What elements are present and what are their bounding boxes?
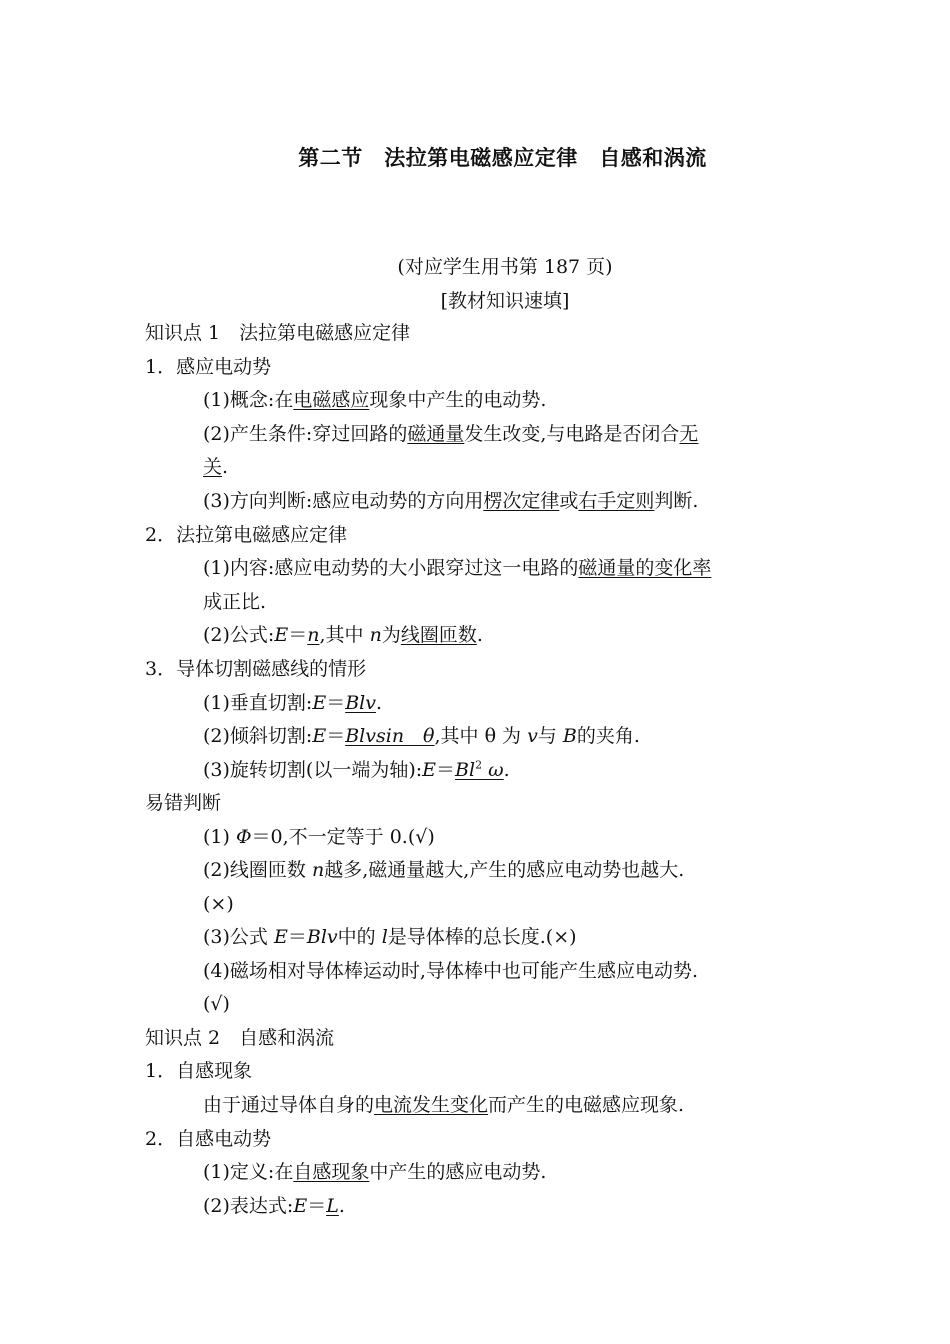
text: (3)公式 [203, 926, 274, 948]
page-title: 第二节 法拉第电磁感应定律 自感和涡流 [298, 145, 707, 170]
fill-blank: Blvsin θ [345, 725, 435, 747]
text: (2)倾斜切割: [203, 725, 313, 747]
kp1-s1-item3 [203, 488, 698, 514]
kp2-s2-item2 [203, 1193, 345, 1219]
section-label: [教材知识速填] [440, 290, 570, 312]
text: (2)表达式: [203, 1195, 294, 1217]
judge-item4-mark: (√) [203, 993, 230, 1015]
kp1-s2-heading: 2．法拉第电磁感应定律 [145, 524, 348, 546]
text: ＝ [288, 624, 308, 646]
fill-blank: 磁通量 [407, 423, 465, 445]
var: Bl [455, 759, 476, 781]
text: ＝0,不一定等于 0.(√) [251, 826, 435, 848]
text: (1)定义:在 [203, 1161, 294, 1183]
text: (3)旋转切割(以一端为轴): [203, 759, 423, 781]
var: Φ [235, 826, 252, 848]
fill-blank [455, 759, 504, 781]
text: . [503, 759, 510, 781]
judge-item3 [203, 924, 577, 950]
kp2-s2-heading: 2．自感电动势 [145, 1128, 272, 1150]
text: 发生改变,与电路是否闭合 [464, 423, 680, 445]
text: ＝ [436, 759, 456, 781]
var: E [312, 692, 327, 714]
text: 而产生的电磁感应现象. [488, 1094, 685, 1116]
text: 越多,磁通量越大,产生的感应电动势也越大. [324, 859, 685, 881]
var: n [369, 624, 382, 646]
fill-blank: L [326, 1195, 339, 1217]
text: 判断. [654, 490, 699, 512]
text: ,其中 [319, 624, 370, 646]
text: 是导体棒的总长度.(×) [387, 926, 577, 948]
fill-blank: n [307, 624, 320, 646]
var: ω [482, 759, 504, 781]
kp1-s1-item1 [203, 387, 546, 413]
text: (2)线圈匝数 [203, 859, 312, 881]
text: 为 [381, 624, 401, 646]
text: (2)产生条件:穿过回路的 [203, 423, 408, 445]
fill-blank: 电流发生变化 [374, 1094, 489, 1116]
text: 中的 [337, 926, 382, 948]
var: E [274, 624, 289, 646]
text: ＝ [326, 692, 346, 714]
text: 或 [559, 490, 579, 512]
text: 的夹角. [576, 725, 640, 747]
kp1-s3-item2 [203, 723, 640, 749]
kp1-s3-heading: 3．导体切割磁感线的情形 [145, 658, 367, 680]
kp2-heading: 知识点 2 自感和涡流 [145, 1027, 335, 1049]
judge-item1 [203, 824, 435, 850]
text: . [376, 692, 383, 714]
fill-blank: 线圈匝数 [400, 624, 477, 646]
kp1-s1-item2-cont [203, 454, 228, 480]
kp2-s2-item1 [203, 1159, 546, 1185]
kp1-s3-item3 [203, 757, 510, 783]
var: v [527, 725, 538, 747]
kp1-s3-item1 [203, 690, 382, 716]
text: ＝ [307, 1195, 327, 1217]
text: ＝ [287, 926, 307, 948]
text: 现象中产生的电动势. [369, 389, 547, 411]
judge-heading: 易错判断 [145, 792, 222, 814]
kp1-heading: 知识点 1 法拉第电磁感应定律 [145, 322, 411, 344]
var: E [273, 926, 288, 948]
text: . [222, 456, 229, 478]
kp1-s1-item2 [203, 421, 698, 447]
fill-blank: 楞次定律 [483, 490, 560, 512]
kp1-s1-heading: 1．感应电动势 [145, 356, 272, 378]
text: (2)公式: [203, 624, 275, 646]
text: (1)内容:感应电动势的大小跟穿过这一电路的 [203, 557, 579, 579]
judge-item4: (4)磁场相对导体棒运动时,导体棒中也可能产生感应电动势. [203, 960, 698, 982]
text: . [476, 624, 483, 646]
kp1-s2-item1-cont: 成正比. [203, 591, 267, 613]
text: . [338, 1195, 345, 1217]
text: (1) [203, 826, 236, 848]
kp1-s2-item2 [203, 622, 483, 648]
var: E [293, 1195, 308, 1217]
kp1-s2-item1 [203, 555, 711, 581]
var: l [381, 926, 388, 948]
text: ＝ [326, 725, 346, 747]
fill-blank: 关 [203, 456, 223, 478]
text: (1)概念:在 [203, 389, 294, 411]
fill-blank: 右手定则 [578, 490, 655, 512]
fill-blank: 无 [679, 423, 699, 445]
fill-blank: 磁通量的变化率 [578, 557, 712, 579]
var: B [562, 725, 577, 747]
kp2-s1-heading: 1．自感现象 [145, 1060, 253, 1082]
kp2-s1-text [203, 1092, 684, 1118]
text: (3)方向判断:感应电动势的方向用 [203, 490, 484, 512]
text: ,其中 θ 为 [434, 725, 528, 747]
var: E [422, 759, 437, 781]
var: n [311, 859, 325, 881]
text: 由于通过导体自身的 [203, 1094, 375, 1116]
judge-item2 [203, 857, 684, 883]
var: E [312, 725, 327, 747]
fill-blank: 电磁感应 [293, 389, 370, 411]
text: 与 [537, 725, 563, 747]
fill-blank: Blv [345, 692, 376, 714]
superscript: 2 [475, 758, 483, 772]
judge-item2-mark: (×) [203, 893, 234, 915]
page-reference: (对应学生用书第 187 页) [397, 256, 613, 278]
var: Blv [306, 926, 338, 948]
text: (1)垂直切割: [203, 692, 313, 714]
text: 中产生的感应电动势. [369, 1161, 547, 1183]
fill-blank: 自感现象 [293, 1161, 370, 1183]
